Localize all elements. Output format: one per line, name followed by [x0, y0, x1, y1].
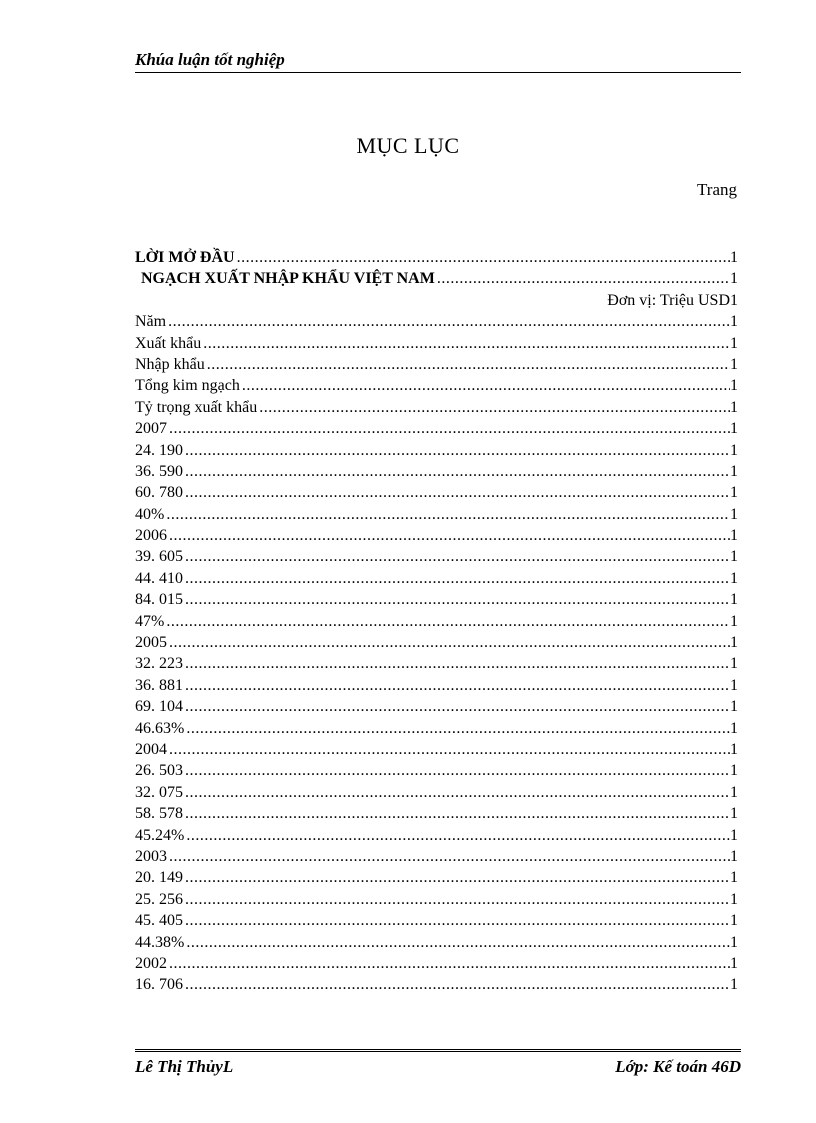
- toc-entry[interactable]: [135, 675, 738, 696]
- toc-entry[interactable]: [135, 653, 738, 674]
- toc-entry-text: 39. 605: [135, 548, 183, 566]
- toc-entry-text: 25. 256: [135, 890, 183, 908]
- dot-leader: [185, 803, 730, 824]
- unit-line: [135, 290, 738, 311]
- toc-entry-text: Tỷ trọng xuất khẩu: [135, 398, 258, 416]
- toc-entry-page: 1: [730, 869, 738, 887]
- toc-entry[interactable]: [135, 910, 738, 931]
- dot-leader: [186, 825, 730, 846]
- toc-entry-text: Năm: [135, 313, 167, 331]
- toc-entry-page: 1: [730, 484, 738, 502]
- toc-entry-text: 2002: [135, 954, 167, 972]
- toc-entry-text: 2006: [135, 527, 167, 545]
- toc-entry-text: 84. 015: [135, 591, 183, 609]
- toc-entry-text: 20. 149: [135, 869, 183, 887]
- dot-leader: [186, 932, 730, 953]
- toc-entry-page: 1: [730, 569, 738, 587]
- dot-leader: [185, 589, 730, 610]
- toc-entry-page: 1: [730, 826, 738, 844]
- toc-entry-page: 1: [730, 334, 738, 352]
- toc-entry-page: 1: [730, 933, 738, 951]
- toc-entry[interactable]: [135, 803, 738, 824]
- dot-leader: [166, 611, 730, 632]
- toc-entry-page: 1: [730, 698, 738, 716]
- toc-entry[interactable]: [135, 974, 738, 995]
- toc-entry-text: 2007: [135, 420, 167, 438]
- toc-entry-text: NGẠCH XUẤT NHẬP KHẨU VIỆT NAM: [141, 270, 435, 288]
- toc-entry-page: 1: [730, 676, 738, 694]
- toc-entry[interactable]: [135, 397, 738, 418]
- dot-leader: [185, 653, 730, 674]
- dot-leader: [169, 953, 730, 974]
- toc-entry-page: 1: [730, 954, 738, 972]
- toc-entry[interactable]: [135, 739, 738, 760]
- unit-page: 1: [730, 291, 738, 309]
- dot-leader: [169, 418, 730, 439]
- toc-entry-text: 32. 223: [135, 655, 183, 673]
- page-column-label: Trang: [697, 180, 737, 199]
- dot-leader: [207, 354, 730, 375]
- toc-entry-text: 46.63%: [135, 719, 185, 737]
- toc-entry-text: 45. 405: [135, 912, 183, 930]
- toc-entry-text: 2005: [135, 634, 167, 652]
- toc-entry[interactable]: [135, 760, 738, 781]
- toc-entry[interactable]: [135, 461, 738, 482]
- toc-entry[interactable]: [135, 825, 738, 846]
- dot-leader: [185, 974, 730, 995]
- dot-leader: [242, 375, 730, 396]
- dot-leader: [185, 675, 730, 696]
- dot-leader: [169, 632, 730, 653]
- dot-leader: [185, 889, 730, 910]
- toc-entry[interactable]: [135, 611, 738, 632]
- toc-entry-text: 24. 190: [135, 441, 183, 459]
- toc-entry-text: 36. 881: [135, 676, 183, 694]
- toc-entry-text: 58. 578: [135, 805, 183, 823]
- dot-leader: [259, 397, 730, 418]
- dot-leader: [186, 718, 730, 739]
- toc-entry-text: 40%: [135, 505, 165, 523]
- dot-leader: [185, 461, 730, 482]
- toc-entry-page: 1: [730, 740, 738, 758]
- dot-leader: [203, 333, 730, 354]
- page-footer: [135, 1049, 741, 1078]
- unit-text: Đơn vị: Triệu USD: [607, 291, 730, 309]
- toc-entry[interactable]: [135, 932, 738, 953]
- toc-entry[interactable]: [135, 268, 738, 289]
- toc-entry[interactable]: [135, 418, 738, 439]
- dot-leader: [168, 311, 730, 332]
- toc-entry[interactable]: [135, 247, 738, 268]
- dot-leader: [185, 568, 730, 589]
- dot-leader: [185, 440, 730, 461]
- toc-entry[interactable]: [135, 568, 738, 589]
- toc-entry-text: 32. 075: [135, 783, 183, 801]
- dot-leader: [185, 782, 730, 803]
- toc-entry-page: 1: [730, 912, 738, 930]
- toc-entry[interactable]: [135, 846, 738, 867]
- toc-entry[interactable]: [135, 354, 738, 375]
- toc-entry-text: 44.38%: [135, 933, 185, 951]
- toc-entry-page: 1: [730, 249, 738, 266]
- dot-leader: [169, 525, 730, 546]
- toc-entry-page: 1: [730, 462, 738, 480]
- toc-entry[interactable]: [135, 696, 738, 717]
- toc-entry[interactable]: [135, 632, 738, 653]
- toc-entry-page: 1: [730, 420, 738, 438]
- dot-leader: [185, 696, 730, 717]
- toc-entry-text: Tổng kim ngạch: [135, 377, 240, 395]
- toc-entry-text: LỜI MỞ ĐẦU: [135, 249, 235, 266]
- dot-leader: [185, 482, 730, 503]
- dot-leader: [185, 546, 730, 567]
- toc-entry-page: 1: [730, 270, 738, 288]
- toc-entry-text: Xuất khẩu: [135, 334, 202, 352]
- toc-entry-page: 1: [730, 527, 738, 545]
- toc-entry-page: 1: [730, 783, 738, 801]
- toc-entry-page: 1: [730, 719, 738, 737]
- toc-entry[interactable]: [135, 718, 738, 739]
- toc-entry-text: 45.24%: [135, 826, 185, 844]
- toc-entry-text: 60. 780: [135, 484, 183, 502]
- toc-entry-text: 2003: [135, 847, 167, 865]
- toc-entry-page: 1: [730, 591, 738, 609]
- footer-author: Lê Thị ThủyL: [135, 1057, 234, 1076]
- dot-leader: [169, 739, 730, 760]
- header-title: Khúa luận tốt nghiệp: [135, 50, 285, 69]
- dot-leader: [185, 867, 730, 888]
- dot-leader: [437, 268, 730, 289]
- toc-entry-text: 2004: [135, 740, 167, 758]
- toc-entry-text: Nhập khẩu: [135, 355, 205, 373]
- toc-entry-text: 44. 410: [135, 569, 183, 587]
- toc-entry[interactable]: [135, 546, 738, 567]
- toc-entry-page: 1: [730, 313, 738, 331]
- toc-entry-text: 16. 706: [135, 976, 183, 994]
- dot-leader: [237, 247, 730, 268]
- toc-entry[interactable]: [135, 333, 738, 354]
- toc-entry[interactable]: [135, 311, 738, 332]
- toc-entry-page: 1: [730, 355, 738, 373]
- toc-entry-page: 1: [730, 890, 738, 908]
- toc-entry-text: 47%: [135, 612, 165, 630]
- toc-entry[interactable]: [135, 440, 738, 461]
- toc-entry-page: 1: [730, 398, 738, 416]
- toc-entry[interactable]: [135, 504, 738, 525]
- toc-entry-page: 1: [730, 805, 738, 823]
- dot-leader: [185, 760, 730, 781]
- dot-leader: [185, 910, 730, 931]
- dot-leader: [169, 846, 730, 867]
- toc-entry-page: 1: [730, 634, 738, 652]
- footer-class: Lớp: Kế toán 46D: [615, 1057, 741, 1076]
- toc-entry[interactable]: [135, 589, 738, 610]
- toc-entry-page: 1: [730, 441, 738, 459]
- toc-entry[interactable]: [135, 375, 738, 396]
- toc-entry-page: 1: [730, 976, 738, 994]
- page-header: [135, 50, 741, 73]
- toc-entry[interactable]: [135, 953, 738, 974]
- toc-entry[interactable]: [135, 525, 738, 546]
- toc-entry-page: 1: [730, 377, 738, 395]
- document-title: MỤC LỤC: [356, 133, 460, 158]
- toc-entry-page: 1: [730, 505, 738, 523]
- toc-entry[interactable]: [135, 889, 738, 910]
- toc-entry-text: 36. 590: [135, 462, 183, 480]
- toc-entry[interactable]: [135, 482, 738, 503]
- toc-entry-page: 1: [730, 847, 738, 865]
- toc-entry-page: 1: [730, 762, 738, 780]
- table-of-contents: [135, 247, 738, 996]
- toc-entry[interactable]: [135, 782, 738, 803]
- toc-entry-page: 1: [730, 655, 738, 673]
- toc-entry-text: 26. 503: [135, 762, 183, 780]
- toc-entry-page: 1: [730, 612, 738, 630]
- toc-entry-text: 69. 104: [135, 698, 183, 716]
- toc-entry[interactable]: [135, 867, 738, 888]
- dot-leader: [166, 504, 730, 525]
- toc-entry-page: 1: [730, 548, 738, 566]
